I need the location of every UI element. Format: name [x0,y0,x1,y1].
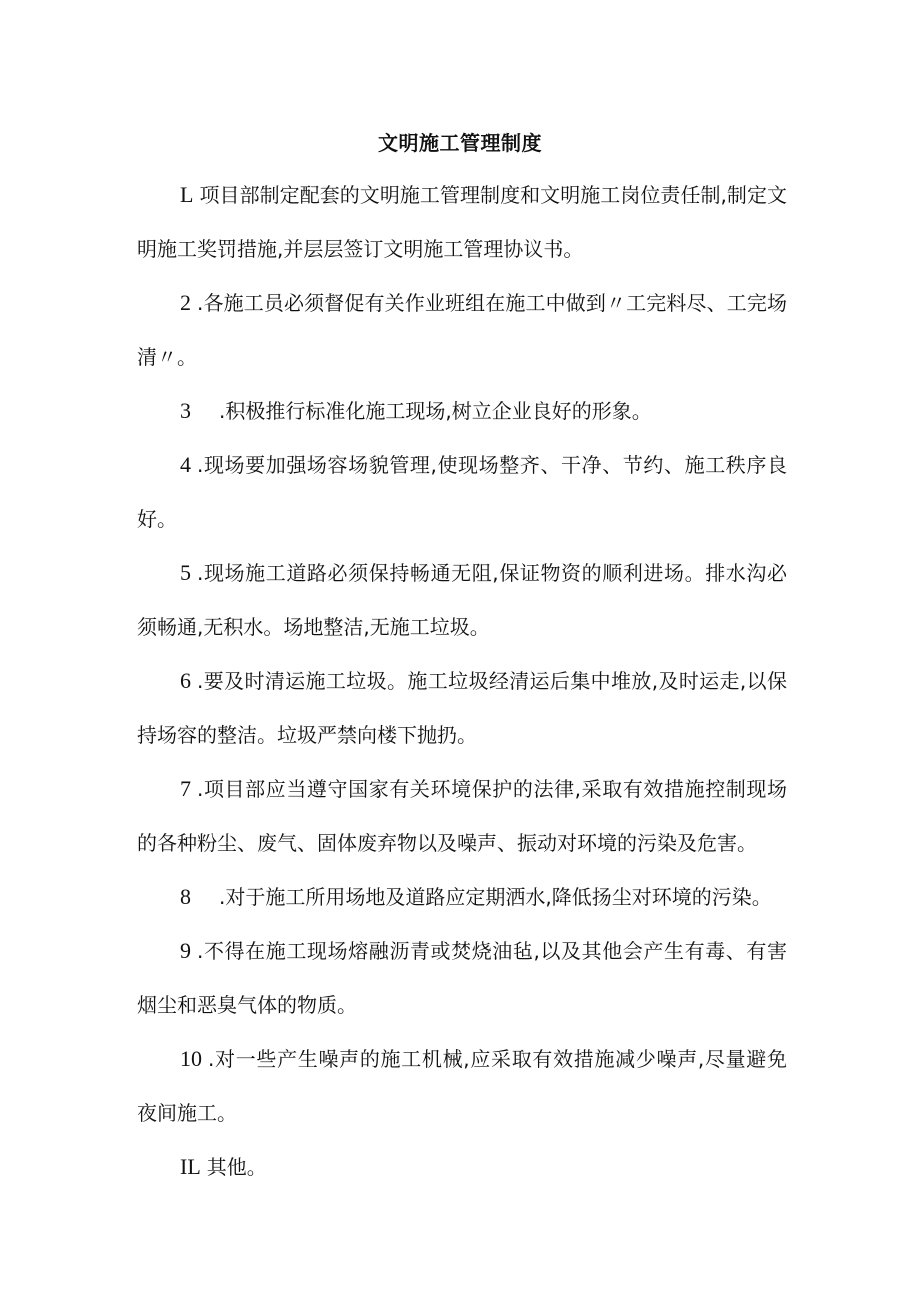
clause-number: 2 [180,290,191,315]
clause-5 [137,546,787,654]
clause-number: 8 [180,884,191,909]
clause-10 [137,1032,787,1140]
clause-8 [137,870,787,924]
clause-7 [137,762,787,870]
clause-number: 10 [180,1046,202,1071]
clause-text: .要及时清运施工垃圾。施工垃圾经清运后集中堆放,及时运走,以保持场容的整洁。垃圾严禁向楼下抛扔。 [137,669,787,747]
clause-text: 其他。 [206,1155,267,1179]
clause-number: L [180,182,194,207]
clause-text: .现场施工道路必须保持畅通无阻,保证物资的顺利进场。排水沟必须畅通,无积水。场地整洁,无施工垃圾。 [137,561,787,639]
clause-1 [137,168,787,276]
clause-11 [137,1140,787,1194]
clause-text: .积极推行标准化施工现场,树立企业良好的形象。 [219,399,652,423]
clause-6 [137,654,787,762]
clause-text: .现场要加强场容场貌管理,使现场整齐、干净、节约、施工秩序良好。 [137,453,787,531]
page-title: 文明施工管理制度 [378,131,542,155]
clause-text: .项目部应当遵守国家有关环境保护的法律,采取有效措施控制现场的各种粉尘、废气、固体废弃物以及噪声、振动对环境的污染及危害。 [137,777,787,855]
clause-4 [137,438,787,546]
clause-9 [137,924,787,1032]
clause-number: 6 [180,668,191,693]
clause-number: 5 [180,560,191,585]
clause-number: 4 [180,452,191,477]
clause-text: .不得在施工现场熔融沥青或焚烧油毡,以及其他会产生有毒、有害烟尘和恶臭气体的物质。 [137,939,787,1017]
clause-text: .对于施工所用场地及道路应定期洒水,降低扬尘对环境的污染。 [219,885,772,909]
clause-number: IL [180,1154,201,1179]
clause-2 [137,276,787,384]
clause-text: .各施工员必须督促有关作业班组在施工中做到〃工完料尽、工完场清〃。 [137,291,787,369]
clause-list [137,168,787,1194]
clause-text: 项目部制定配套的文明施工管理制度和文明施工岗位责任制,制定文明施工奖罚措施,并层层签订文明施工管理协议书。 [137,183,787,261]
clause-number: 7 [180,776,191,801]
clause-number: 9 [180,938,191,963]
clause-text: .对一些产生噪声的施工机械,应采取有效措施减少噪声,尽量避免夜间施工。 [137,1047,787,1125]
clause-3 [137,384,787,438]
clause-number: 3 [180,398,191,423]
